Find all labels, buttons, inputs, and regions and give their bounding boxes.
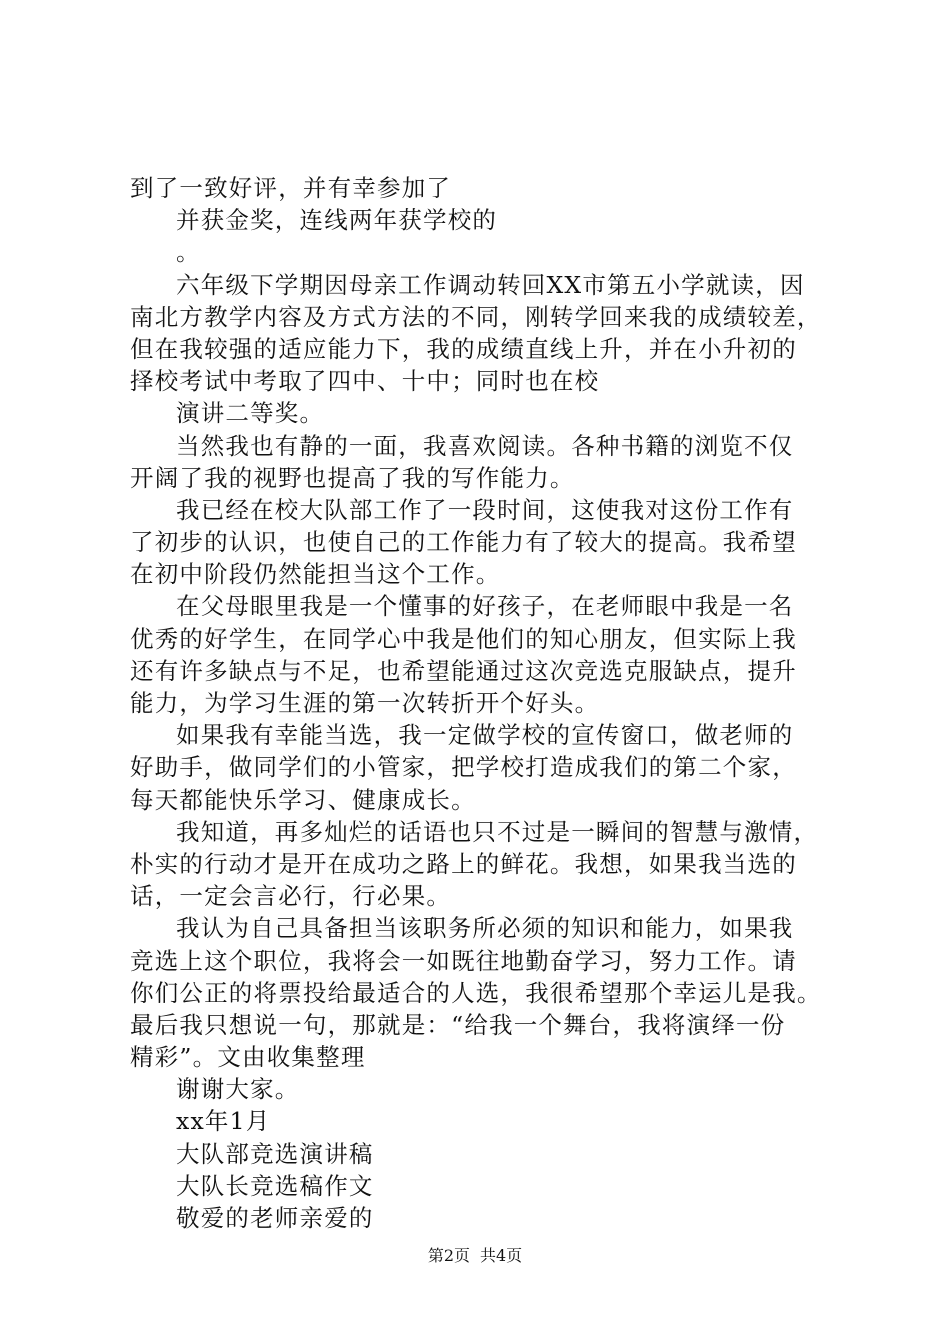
text-line: 并获金奖，连线两年获学校的 [176, 206, 498, 235]
text-line: 最后我只想说一句，那就是：“给我一个舞台，我将演绎一份 [130, 1010, 786, 1039]
text-line: 开阔了我的视野也提高了我的写作能力。 [130, 463, 575, 492]
paragraph-start-line: 我已经在校大队部工作了一段时间，这使我对这份工作有 [176, 495, 794, 524]
paragraph-start-line: 六年级下学期因母亲工作调动转回XX市第五小学就读，因 [176, 270, 805, 299]
paragraph-start-line: 如果我有幸能当选，我一定做学校的宣传窗口，做老师的 [176, 721, 794, 750]
text-line: 优秀的好学生，在同学心中我是他们的知心朋友，但实际上我 [130, 624, 797, 653]
paragraph-start-line: 我认为自己具备担当该职务所必须的知识和能力，如果我 [176, 914, 794, 943]
text-line: 好助手，做同学们的小管家，把学校打造成我们的第二个家， [130, 753, 797, 782]
text-line: 竞选上这个职位，我将会一如既往地勤奋学习，努力工作。请 [130, 946, 797, 975]
heading-line: 大队长竞选稿作文 [176, 1171, 374, 1200]
text-line: 了初步的认识，也使自己的工作能力有了较大的提高。我希望 [130, 528, 797, 557]
page-footer [0, 1246, 950, 1266]
text-line: 南北方教学内容及方式方法的不同，刚转学回来我的成绩较差， [130, 302, 822, 331]
text-line: 在初中阶段仍然能担当这个工作。 [130, 560, 501, 589]
page-total: 共4页 [480, 1246, 523, 1265]
heading-line: 大队部竞选演讲稿 [176, 1139, 374, 1168]
text-line: 。 [176, 238, 201, 267]
text-line: 择校考试中考取了四中、十中；同时也在校 [130, 367, 600, 396]
page-number: 第2页 [427, 1246, 470, 1265]
paragraph-start-line: 我知道，再多灿烂的话语也只不过是一瞬间的智慧与激情， [176, 817, 819, 846]
text-line: 还有许多缺点与不足，也希望能通过这次竞选克服缺点，提升 [130, 656, 797, 685]
text-line: 精彩”。文由收集整理 [130, 1043, 366, 1072]
text-line: 话，一定会言必行，行必果。 [130, 882, 452, 911]
closing-line: 谢谢大家。 [176, 1075, 300, 1104]
paragraph-start-line: 当然我也有静的一面，我喜欢阅读。各种书籍的浏览不仅 [176, 431, 794, 460]
date-line: xx年1月 [176, 1107, 271, 1136]
paragraph-start-line: 在父母眼里我是一个懂事的好孩子，在老师眼中我是一名 [176, 592, 794, 621]
text-line: 但在我较强的适应能力下，我的成绩直线上升，并在小升初的 [130, 334, 797, 363]
text-line: 朴实的行动才是开在成功之路上的鲜花。我想，如果我当选的 [130, 849, 797, 878]
text-line: 到了一致好评，并有幸参加了 [130, 174, 452, 202]
text-line: 每天都能快乐学习、健康成长。 [130, 785, 476, 814]
text-line: 能力，为学习生涯的第一次转折开个好头。 [130, 689, 600, 717]
text-line: 你们公正的将票投给最适合的人选，我很希望那个幸运儿是我。 [130, 978, 822, 1007]
salutation-line: 敬爱的老师亲爱的 [176, 1204, 374, 1232]
text-line: 演讲二等奖。 [176, 399, 325, 428]
document-body [130, 172, 830, 1234]
